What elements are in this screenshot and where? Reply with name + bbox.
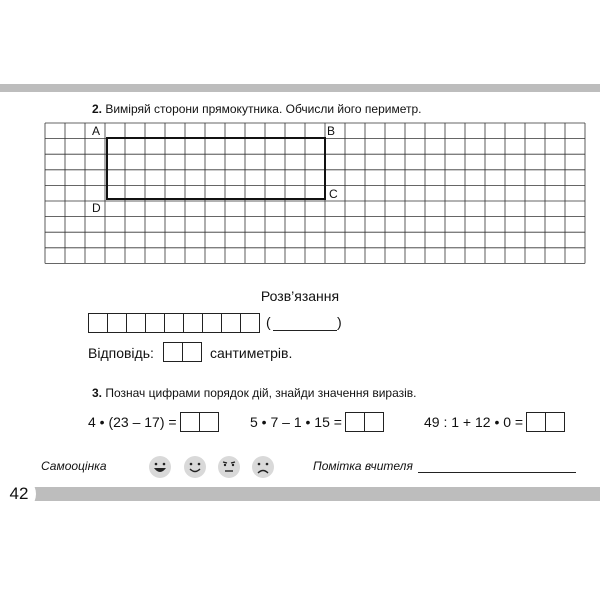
unit-blank[interactable]	[273, 330, 337, 331]
top-band	[0, 84, 600, 92]
vertex-label-d: D	[92, 201, 101, 215]
measurement-grid	[44, 122, 586, 268]
vertex-label-a: A	[92, 124, 101, 138]
page-number: 42	[0, 475, 36, 513]
answer-unit: сантиметрів.	[210, 345, 293, 361]
laughing-face-icon[interactable]	[148, 455, 172, 479]
vertex-label-b: B	[327, 124, 336, 138]
answer-label: Відповідь:	[88, 345, 154, 361]
bottom-band	[0, 487, 600, 501]
sad-face-icon[interactable]	[251, 455, 275, 479]
expression-2-boxes[interactable]	[345, 412, 383, 432]
expression-2: 5 • 7 – 1 • 15 =	[250, 412, 383, 432]
expression-3: 49 : 1 + 12 • 0 =	[424, 412, 564, 432]
solution-boxes[interactable]	[88, 313, 259, 333]
task2-title: 2. Виміряй сторони прямокутника. Обчисли його периметр.	[92, 102, 422, 116]
rectangle-abcd	[107, 138, 325, 199]
unit-paren-open: (	[266, 314, 271, 330]
expression-1-boxes[interactable]	[180, 412, 218, 432]
smiling-face-icon[interactable]	[183, 455, 207, 479]
unit-paren-close: )	[337, 314, 342, 330]
teacher-note-label: Помітка вчителя	[313, 459, 413, 473]
self-assessment-label: Самооцінка	[41, 459, 107, 473]
answer-boxes[interactable]	[163, 342, 201, 362]
expression-3-boxes[interactable]	[526, 412, 564, 432]
teacher-note-line[interactable]	[418, 472, 576, 473]
neutral-face-icon[interactable]	[217, 455, 241, 479]
vertex-label-c: C	[329, 187, 338, 201]
solution-title: Розв’язання	[260, 288, 340, 304]
task3-title: 3. Познач цифрами порядок дій, знайди значення виразів.	[92, 386, 417, 400]
expression-1: 4 • (23 – 17) =	[88, 412, 218, 432]
